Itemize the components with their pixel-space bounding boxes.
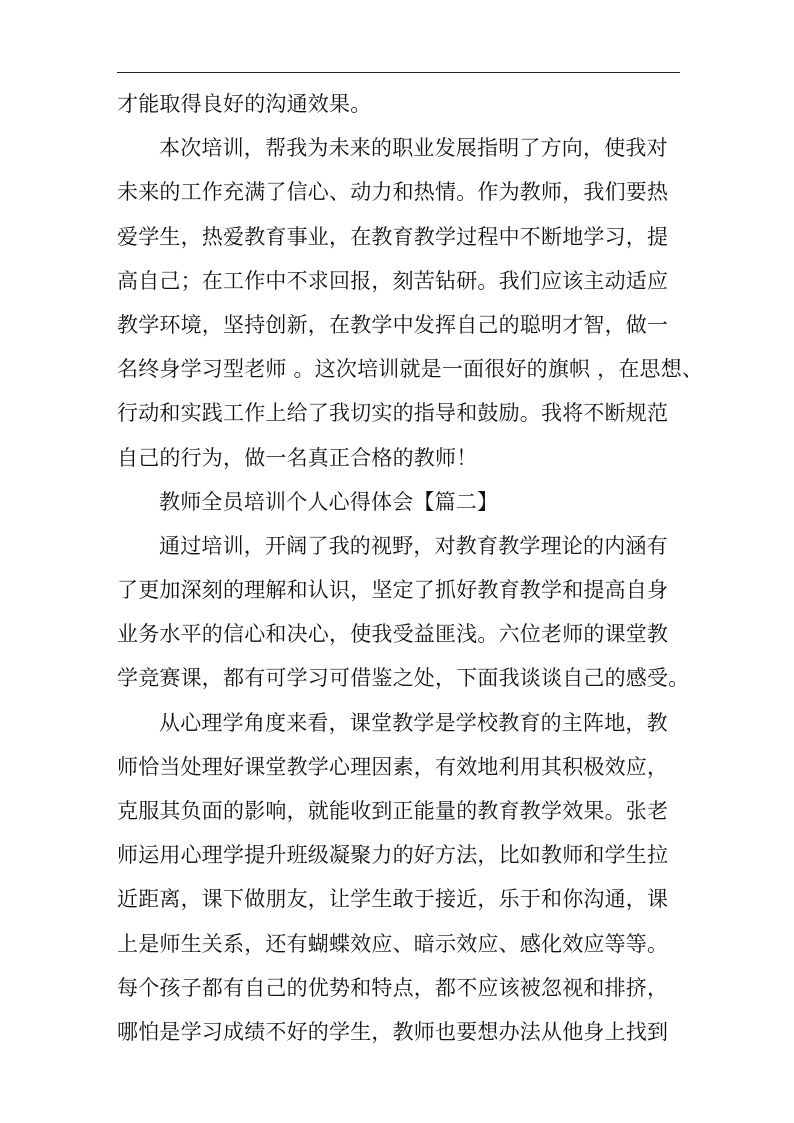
text-line-22: 哪怕是学习成绩不好的学生，教师也要想办法从他身上找到: [117, 1019, 669, 1044]
text-line-21: 每个孩子都有自己的优势和特点，都不应该被忽视和排挤，: [117, 975, 669, 1000]
section-heading: 教师全员培训个人心得体会【篇二】: [159, 489, 499, 514]
text-line-3: 未来的工作充满了信心、动力和热情。作为教师，我们要热: [117, 180, 669, 205]
text-line-1: 才能取得良好的沟通效果。: [117, 92, 372, 116]
text-line-5: 高自己；在工作中不求回报，刻苦钻研。我们应该主动适应: [117, 268, 669, 293]
header-rule: [117, 72, 680, 73]
text-line-18: 师运用心理学提升班级凝聚力的好方法，比如教师和学生拉: [117, 843, 669, 868]
text-line-15: 从心理学角度来看，课堂教学是学校教育的主阵地，教: [159, 710, 668, 735]
text-line-12: 了更加深刻的理解和认识，坚定了抓好教育教学和提高自身: [117, 578, 669, 603]
text-line-8: 行动和实践工作上给了我切实的指导和鼓励。我将不断规范: [117, 401, 669, 426]
text-line-6: 教学环境，坚持创新，在教学中发挥自己的聪明才智，做一: [117, 312, 669, 337]
document-body: [117, 82, 704, 1054]
text-line-7: 名终身学习型老师 。这次培训就是一面很好的旗帜 ，在思想、: [117, 357, 704, 382]
text-line-4: 爱学生，热爱教育事业，在教育教学过程中不断地学习，提: [117, 224, 669, 249]
text-line-13: 业务水平的信心和决心，使我受益匪浅。六位老师的课堂教: [117, 622, 669, 647]
text-line-16: 师恰当处理好课堂教学心理因素，有效地利用其积极效应，: [117, 754, 669, 779]
text-line-9: 自己的行为，做一名真正合格的教师！: [117, 445, 478, 470]
text-line-11: 通过培训，开阔了我的视野，对教育教学理论的内涵有: [159, 533, 668, 558]
text-line-19: 近距离，课下做朋友，让学生敢于接近，乐于和你沟通，课: [117, 887, 669, 912]
text-line-2: 本次培训，帮我为未来的职业发展指明了方向，使我对: [159, 136, 668, 161]
text-line-14: 学竞赛课，都有可学习可借鉴之处，下面我谈谈自己的感受。: [117, 666, 690, 691]
text-line-17: 克服其负面的影响，就能收到正能量的教育教学效果。张老: [117, 799, 669, 823]
text-line-20: 上是师生关系，还有蝴蝶效应、暗示效应、感化效应等等。: [117, 931, 669, 956]
